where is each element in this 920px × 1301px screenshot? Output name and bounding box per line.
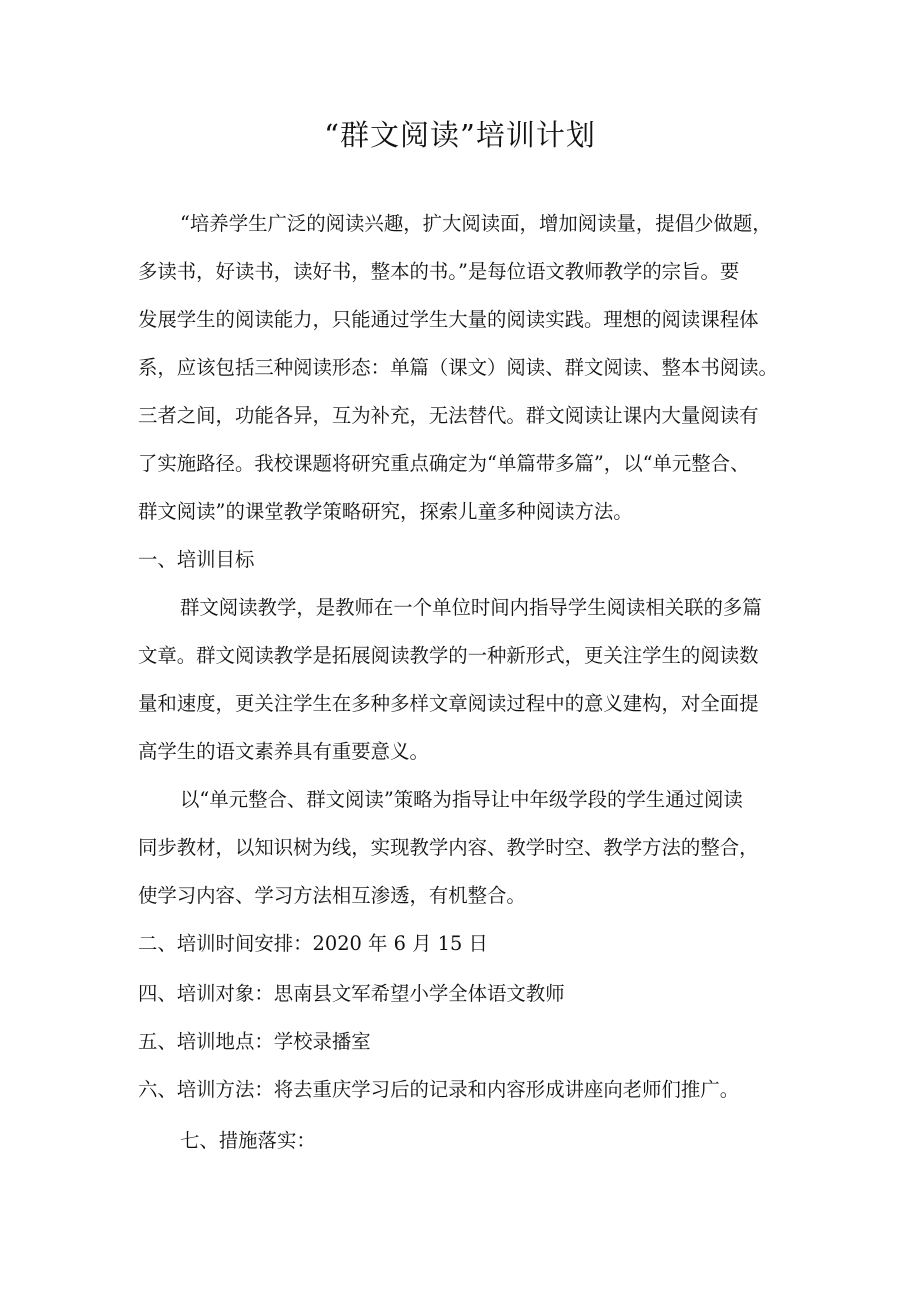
intro-line-1: “培养学生广泛的阅读兴趣，扩大阅读面，增加阅读量，提倡少做题，	[180, 212, 772, 235]
intro-line-5: 三者之间，功能各异，互为补充，无法替代。群文阅读让课内大量阅读有	[138, 404, 759, 427]
goals-para1-line-1: 群文阅读教学，是教师在一个单位时间内指导学生阅读相关联的多篇	[180, 596, 762, 619]
goals-para2-line-1: 以“单元整合、群文阅读”策略为指导让中年级学段的学生通过阅读	[180, 788, 743, 811]
item-training-method: 六、培训方法：将去重庆学习后的记录和内容形成讲座向老师们推广。	[138, 1078, 740, 1101]
intro-line-3: 发展学生的阅读能力，只能通过学生大量的阅读实践。理想的阅读课程体	[138, 308, 759, 331]
section-heading-goals: 一、培训目标	[138, 548, 255, 571]
intro-line-6: 了实施路径。我校课题将研究重点确定为“单篇带多篇”，以“单元整合、	[138, 452, 750, 475]
goals-para1-line-4: 高学生的语文素养具有重要意义。	[138, 740, 429, 763]
goals-para2-line-2: 同步教材，以知识树为线，实现教学内容、教学时空、教学方法的整合，	[138, 836, 759, 859]
document-title: “群文阅读”培训计划	[324, 118, 596, 152]
goals-para1-line-3: 量和速度，更关注学生在多种多样文章阅读过程中的意义建构，对全面提	[138, 692, 759, 715]
item-training-location: 五、培训地点：学校录播室	[138, 1030, 371, 1053]
item-training-time: 二、培训时间安排：2020 年 6 月 15 日	[138, 932, 488, 955]
intro-line-2: 多读书，好读书，读好书，整本的书。”是每位语文教师教学的宗旨。要	[138, 260, 740, 283]
intro-line-7: 群文阅读”的课堂教学策略研究，探索儿童多种阅读方法。	[138, 500, 633, 523]
intro-line-4: 系，应该包括三种阅读形态：单篇（课文）阅读、群文阅读、整本书阅读。	[138, 356, 778, 379]
item-training-audience: 四、培训对象：思南县文军希望小学全体语文教师	[138, 982, 565, 1005]
item-measures: 七、措施落实：	[180, 1129, 316, 1152]
goals-para1-line-2: 文章。群文阅读教学是拓展阅读教学的一种新形式，更关注学生的阅读数	[138, 644, 759, 667]
goals-para2-line-3: 使学习内容、学习方法相互渗透，有机整合。	[138, 884, 526, 907]
